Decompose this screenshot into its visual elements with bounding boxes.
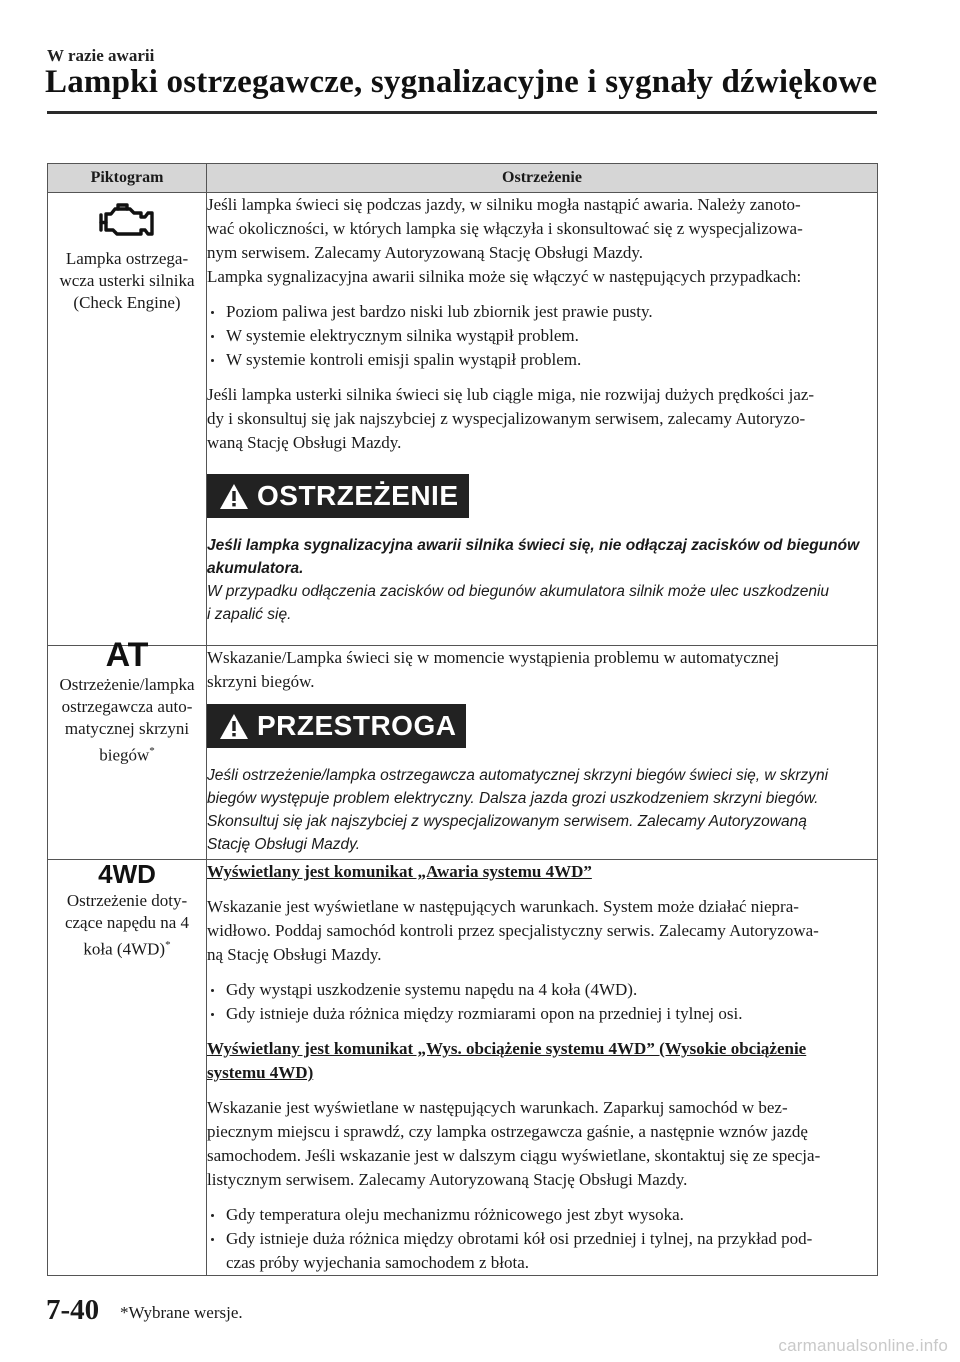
list-item: Gdy istnieje duża różnica między rozmiarami opon na przedniej i tylnej osi. — [207, 1002, 877, 1026]
warning-badge: OSTRZEŻENIE — [207, 474, 469, 518]
list-item: W systemie elektrycznym silnika wystąpił problem. — [207, 324, 877, 348]
warning-text: Jeśli lampka sygnalizacyjna awarii silnika świeci się, nie odłączaj zacisków od biegunów akumulatora. W przypadku odłączenia zacisków od biegunów akumulatora silnik może ulec uszkodzeniu i zapalić się. — [207, 537, 860, 623]
caution-text: Jeśli ostrzeżenie/lampka ostrzegawcza automatycznej skrzyni biegów świeci się, w skrzyni biegów występuje problem elektryczny. Dalsza jazda grozi uszkodzeniem skrzyni biegów. Skonsultuj się jak najszybciej z wyspecjalizowanym serwisem. Zalecamy Autoryzowaną Stację Obsługi Mazdy. — [207, 767, 829, 853]
subheading: Wyświetlany jest komunikat „Wys. obciążenie systemu 4WD” (Wysokie obciążenie systemu 4WD) — [207, 1039, 807, 1082]
column-header-warning: Ostrzeżenie — [207, 164, 878, 193]
list-item: Poziom paliwa jest bardzo niski lub zbiornik jest prawie pusty. — [207, 300, 877, 324]
pictogram-cell — [48, 193, 207, 646]
bullet-list — [207, 300, 877, 372]
page-title: Lampki ostrzegawcze, sygnalizacyjne i sygnały dźwiękowe — [45, 64, 878, 100]
section-label: W razie awarii — [47, 46, 155, 65]
list-item: Gdy temperatura oleju mechanizmu różnicowego jest zbyt wysoka. — [207, 1203, 877, 1227]
warning-triangle-icon — [219, 483, 249, 510]
description-cell — [207, 860, 878, 1276]
caution-badge: PRZESTROGA — [207, 704, 466, 748]
warning-triangle-icon — [219, 713, 249, 740]
paragraph: Jeśli lampka świeci się podczas jazdy, w silniku mogła nastąpić awaria. Należy zanoto- wać okoliczności, w których lampka się włączyła i skonsultować się z wyspecjalizowa- nym serwisem. Zalecamy Autoryzowaną Stację Obsługi Mazdy. — [207, 195, 803, 262]
table-header-row — [48, 164, 878, 193]
list-item: W systemie kontroli emisji spalin wystąpił problem. — [207, 348, 877, 372]
footnote: *Wybrane wersje. — [120, 1303, 243, 1322]
warning-lights-table — [47, 163, 878, 1276]
pictogram-label: Lampka ostrzega- wcza usterki silnika (Check Engine) — [59, 249, 195, 312]
4wd-icon: 4WD — [98, 859, 156, 889]
paragraph: Wskazanie/Lampka świeci się w momencie wystąpienia problemu w automatycznej skrzyni biegów. — [207, 648, 780, 691]
subheading: Wyświetlany jest komunikat „Awaria systemu 4WD” — [207, 862, 592, 881]
list-item: Gdy istnieje duża różnica między obrotami kół osi przedniej i tylnej, na przykład pod- czas próby wyjechania samochodem z błota. — [207, 1227, 877, 1275]
watermark: carmanualsonline.info — [778, 1336, 948, 1355]
title-divider — [47, 111, 877, 114]
column-header-pictogram: Piktogram — [48, 164, 207, 193]
at-icon: AT — [105, 636, 149, 674]
table-row — [48, 860, 878, 1276]
pictogram-cell — [48, 636, 207, 860]
check-engine-icon — [48, 203, 206, 246]
paragraph: Wskazanie jest wyświetlane w następujących warunkach. Zaparkuj samochód w bez- piecznym miejscu i sprawdź, czy lampka ostrzegawcza gaśnie, a następnie wznów jazdę samochodem. Jeśli wskazanie jest w dalszym ciągu wyświetlane, skontaktuj się ze specja- listycznym serwisem. Zalecamy Autoryzowaną Stację Obsługi Mazdy. — [207, 1098, 821, 1189]
description-cell — [207, 646, 878, 860]
bullet-list — [207, 1203, 877, 1275]
paragraph: Wskazanie jest wyświetlane w następujących warunkach. System może działać niepra- widłowo. Poddaj samochód kontroli przez specjalistyczny serwis. Zalecamy Autoryzowa- ną Stację Obsługi Mazdy. — [207, 897, 819, 964]
paragraph: Jeśli lampka usterki silnika świeci się lub ciągle miga, nie rozwijaj dużych prędkości jaz- dy i skonsultuj się jak najszybciej z wyspecjalizowanym serwisem, zalecamy Autoryzo- waną Stację Obsługi Mazdy. — [207, 385, 815, 452]
table-row — [48, 193, 878, 646]
bullet-list — [207, 978, 877, 1026]
page-number: 7-40 — [46, 1294, 100, 1326]
paragraph: Lampka sygnalizacyjna awarii silnika może się włączyć w następujących przypadkach: — [207, 267, 802, 286]
description-cell — [207, 193, 878, 646]
pictogram-cell — [48, 860, 207, 1276]
list-item: Gdy wystąpi uszkodzenie systemu napędu na 4 koła (4WD). — [207, 978, 877, 1002]
pictogram-label: Ostrzeżenie/lampka ostrzegawcza auto- matycznej skrzyni biegów* — [59, 675, 195, 765]
table-row — [48, 646, 878, 860]
pictogram-label: Ostrzeżenie doty- czące napędu na 4 koła (4WD)* — [64, 891, 190, 959]
